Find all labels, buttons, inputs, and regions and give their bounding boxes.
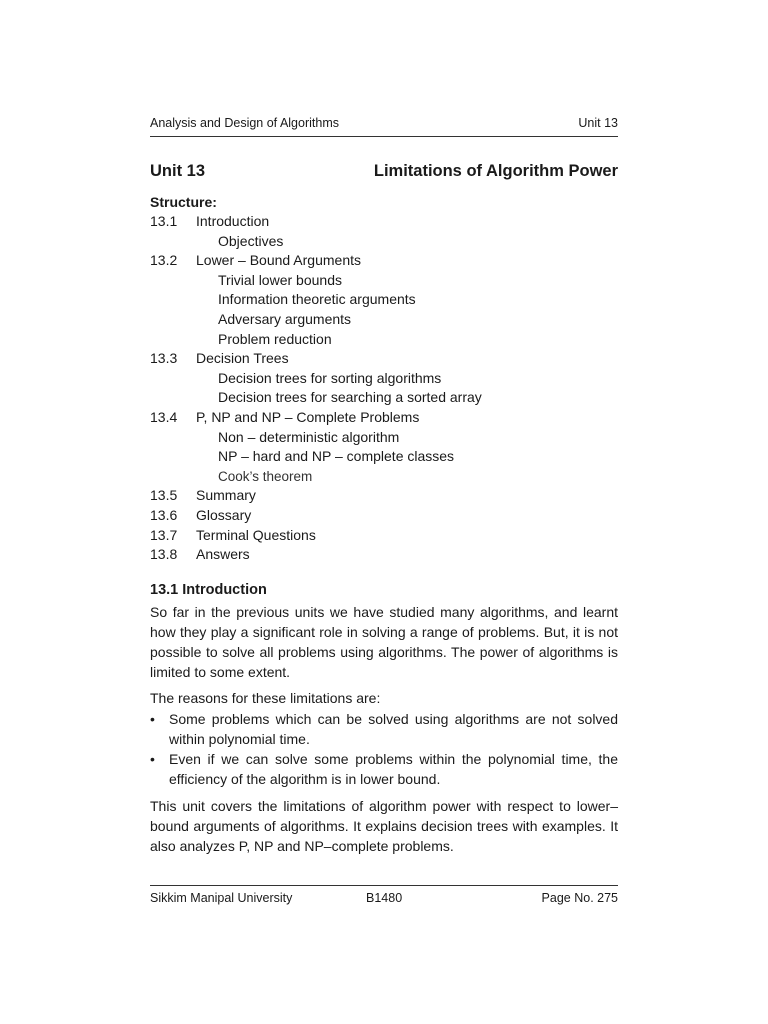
toc-subtitle: Adversary arguments bbox=[218, 310, 352, 327]
toc-number: 13.7 bbox=[150, 526, 178, 543]
toc-subitem bbox=[150, 467, 618, 487]
toc-subtitle: Information theoretic arguments bbox=[218, 291, 416, 308]
table-of-contents bbox=[150, 212, 618, 565]
reasons-intro: The reasons for these limitations are: bbox=[150, 690, 381, 706]
list-item-text: Even if we can solve some problems within the polynomial time, the efficiency of the algorithm is in lower bound. bbox=[169, 751, 618, 787]
page-number: Page No. 275 bbox=[541, 891, 618, 905]
toc-subtitle: Cook’s theorem bbox=[218, 468, 313, 484]
toc-number: 13.6 bbox=[150, 506, 178, 523]
toc-item bbox=[150, 526, 618, 546]
toc-item bbox=[150, 408, 618, 428]
toc-subitem bbox=[150, 271, 618, 291]
toc-subtitle: NP – hard and NP – complete classes bbox=[218, 448, 455, 465]
toc-number: 13.3 bbox=[150, 350, 178, 367]
header-unit: Unit 13 bbox=[578, 116, 618, 130]
footer-code: B1480 bbox=[366, 891, 403, 905]
footer-university: Sikkim Manipal University bbox=[150, 891, 293, 905]
toc-subitem bbox=[150, 290, 618, 310]
running-footer bbox=[150, 891, 618, 909]
scope-paragraph: This unit covers the limitations of algorithm power with respect to lower– bound arguments of algorithms. It explains decision trees with examples. It also analyzes P, NP and NP–complete problems. bbox=[150, 798, 618, 854]
toc-title: Answers bbox=[196, 546, 250, 563]
toc-subitem bbox=[150, 388, 618, 408]
toc-title: Glossary bbox=[196, 506, 252, 523]
toc-title: Summary bbox=[196, 487, 256, 504]
toc-number: 13.5 bbox=[150, 487, 178, 504]
toc-title: Decision Trees bbox=[196, 350, 289, 367]
bullet-icon: • bbox=[150, 751, 155, 767]
toc-subitem bbox=[150, 232, 618, 252]
header-rule bbox=[150, 136, 618, 137]
toc-subitem bbox=[150, 447, 618, 467]
toc-item bbox=[150, 349, 618, 369]
intro-paragraph: So far in the previous units we have studied many algorithms, and learnt how they play a significant role in solving a range of problems. But, it is not possible to solve all problems using algorithms. The power of algorithms is limited to some extent. bbox=[150, 604, 618, 680]
toc-title: P, NP and NP – Complete Problems bbox=[196, 408, 420, 425]
section-heading: 13.1 Introduction bbox=[150, 582, 267, 598]
toc-number: 13.4 bbox=[150, 408, 178, 425]
toc-item bbox=[150, 545, 618, 565]
unit-name: Limitations of Algorithm Power bbox=[373, 162, 618, 180]
toc-subtitle: Objectives bbox=[218, 232, 284, 249]
toc-title: Terminal Questions bbox=[196, 526, 316, 543]
structure-label: Structure: bbox=[150, 194, 217, 210]
toc-title: Introduction bbox=[196, 213, 270, 229]
toc-item bbox=[150, 506, 618, 526]
toc-subitem bbox=[150, 369, 618, 389]
toc-number: 13.1 bbox=[150, 213, 178, 229]
unit-title bbox=[150, 162, 618, 186]
bullet-icon: • bbox=[150, 711, 155, 727]
list-item bbox=[150, 749, 618, 789]
toc-subtitle: Non – deterministic algorithm bbox=[218, 428, 400, 445]
running-header bbox=[150, 116, 618, 134]
reasons-list bbox=[150, 709, 618, 789]
toc-title: Lower – Bound Arguments bbox=[196, 252, 361, 269]
toc-subitem bbox=[150, 428, 618, 448]
toc-subtitle: Decision trees for searching a sorted array bbox=[218, 389, 482, 406]
toc-item bbox=[150, 486, 618, 506]
list-item bbox=[150, 709, 618, 749]
toc-item bbox=[150, 251, 618, 271]
list-item-text: Some problems which can be solved using algorithms are not solved within polynomial time. bbox=[169, 711, 618, 747]
toc-subtitle: Decision trees for sorting algorithms bbox=[218, 369, 442, 386]
toc-number: 13.8 bbox=[150, 546, 178, 563]
unit-number: Unit 13 bbox=[150, 162, 206, 180]
toc-subtitle: Trivial lower bounds bbox=[218, 271, 342, 288]
toc-number: 13.2 bbox=[150, 252, 178, 269]
toc-subitem bbox=[150, 330, 618, 350]
header-book-title: Analysis and Design of Algorithms bbox=[150, 116, 339, 130]
toc-subtitle: Problem reduction bbox=[218, 330, 332, 347]
toc-subitem bbox=[150, 310, 618, 330]
toc-item bbox=[150, 212, 618, 232]
footer-rule bbox=[150, 885, 618, 886]
